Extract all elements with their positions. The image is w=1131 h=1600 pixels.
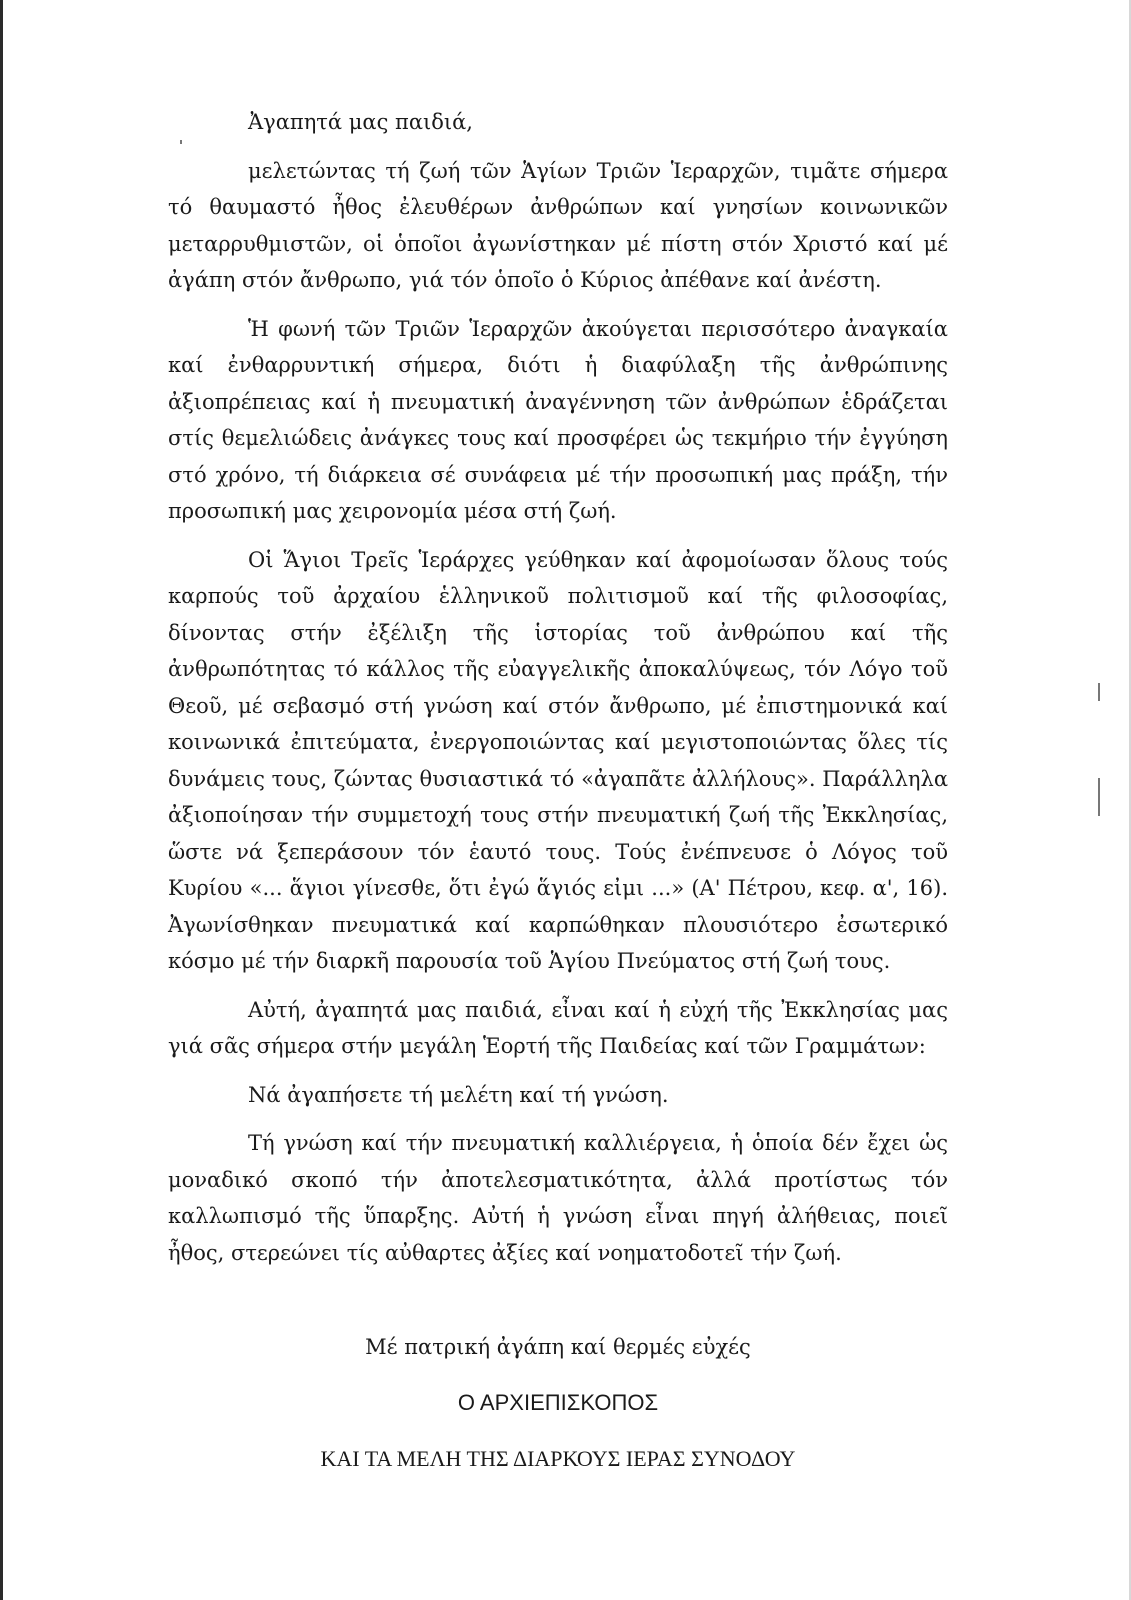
paragraph-2: Ἡ φωνή τῶν Τριῶν Ἱεραρχῶν ἀκούγεται περισσότερο ἀναγκαία καί ἐνθαρρυντική σήμερα, διότι ἡ διαφύλαξη τῆς ἀνθρώπινης ἀξιοπρέπειας καί ἡ πνευματική ἀναγέννηση τῶν ἀνθρώπων ἑδράζεται στίς θεμελιώδεις ἀνάγκες τους καί προσφέρει ὡς τεκμήριο τήν ἐγγύηση στό χρόνο, τή διάρκεια σέ συνάφεια μέ τήν προσωπική μας πράξη, τήν προσωπική μας χειρονομία μέσα στή ζωή.	[168, 316, 948, 523]
scan-edge-left	[0, 0, 3, 1600]
paragraph-3: Οἱ Ἅγιοι Τρεῖς Ἱεράρχες γεύθηκαν καί ἀφομοίωσαν ὅλους τούς καρπούς τοῦ ἀρχαίου ἑλληνικοῦ πολιτισμοῦ καί τῆς φιλοσοφίας, δίνοντας στήν ἐξέλιξη τῆς ἱστορίας τοῦ ἀνθρώπου καί τῆς ἀνθρωπότητας τό κάλλος τῆς εὐαγγελικῆς ἀποκαλύψεως, τόν Λόγο τοῦ Θεοῦ, μέ σεβασμό στή γνώση καί στόν ἄνθρωπο, μέ ἐπιστημονικά καί κοινωνικά ἐπιτεύματα, ἐνεργοποιώντας καί μεγιστοποιώντας ὅλες τίς δυνάμεις τους, ζώντας θυσιαστικά τό «ἀγαπᾶτε ἀλλήλους». Παράλληλα ἀξιοποίησαν τήν συμμετοχή τους στήν πνευματική ζωή τῆς Ἐκκλησίας, ὥστε νά ξεπεράσουν τόν ἑαυτό τους. Τούς ἐνέπνευσε ὁ Λόγος τοῦ Κυρίου «... ἅγιοι γίνεσθε, ὅτι ἐγώ ἅγιός εἰμι ...» (Α' Πέτρου, κεφ. α', 16). Ἀγωνίσθηκαν πνευματικά καί καρπώθηκαν πλουσιότερο ἐσωτερικό κόσμο μέ τήν διαρκῆ παρουσία τοῦ Ἁγίου Πνεύματος στή ζωή τους.	[168, 547, 948, 973]
signature-archbishop: Ο ΑΡΧΙΕΠΙΣΚΟΠΟΣ	[457, 1390, 659, 1415]
signature-synod: ΚΑΙ ΤΑ ΜΕΛΗ ΤΗΣ ΔΙΑΡΚΟΥΣ ΙΕΡΑΣ ΣΥΝΟΔΟΥ	[320, 1446, 796, 1471]
letter-body	[168, 104, 948, 1283]
paragraph-1: μελετώντας τή ζωή τῶν Ἁγίων Τριῶν Ἱεραρχῶν, τιμᾶτε σήμερα τό θαυμαστό ἦθος ἐλευθέρων ἀνθρώπων καί γνησίων κοινωνικῶν μεταρρυθμιστῶν, οἱ ὁποῖοι ἀγωνίστηκαν μέ πίστη στόν Χριστό καί μέ ἀγάπη στόν ἄνθρωπο, γιά τόν ὁποῖο ὁ Κύριος ἀπέθανε καί ἀνέστη.	[168, 158, 948, 292]
scan-speck	[1098, 778, 1100, 816]
salutation: Ἀγαπητά μας παιδιά,	[248, 110, 473, 134]
paragraph-4: Αὐτή, ἀγαπητά μας παιδιά, εἶναι καί ἡ εὐχή τῆς Ἐκκλησίας μας γιά σᾶς σήμερα στήν μεγάλη Ἑορτή τῆς Παιδείας καί τῶν Γραμμάτων:	[168, 997, 948, 1058]
paragraph-6: Τή γνώση καί τήν πνευματική καλλιέργεια, ἡ ὁποία δέν ἔχει ὡς μοναδικό σκοπό τήν ἀποτελεσματικότητα, ἀλλά προτίστως τόν καλλωπισμό τῆς ὕπαρξης. Αὐτή ἡ γνώση εἶναι πηγή ἀλήθειας, ποιεῖ ἦθος, στερεώνει τίς αὐθαρτες ἀξίες καί νοηματοδοτεῖ τήν ζωή.	[168, 1131, 948, 1265]
scan-speck	[1098, 683, 1100, 701]
closing-greeting: Μέ πατρική ἀγάπη καί θερμές εὐχές	[365, 1335, 751, 1359]
paragraph-5: Νά ἀγαπήσετε τή μελέτη καί τή γνώση.	[248, 1082, 669, 1107]
scan-speck	[180, 140, 182, 144]
